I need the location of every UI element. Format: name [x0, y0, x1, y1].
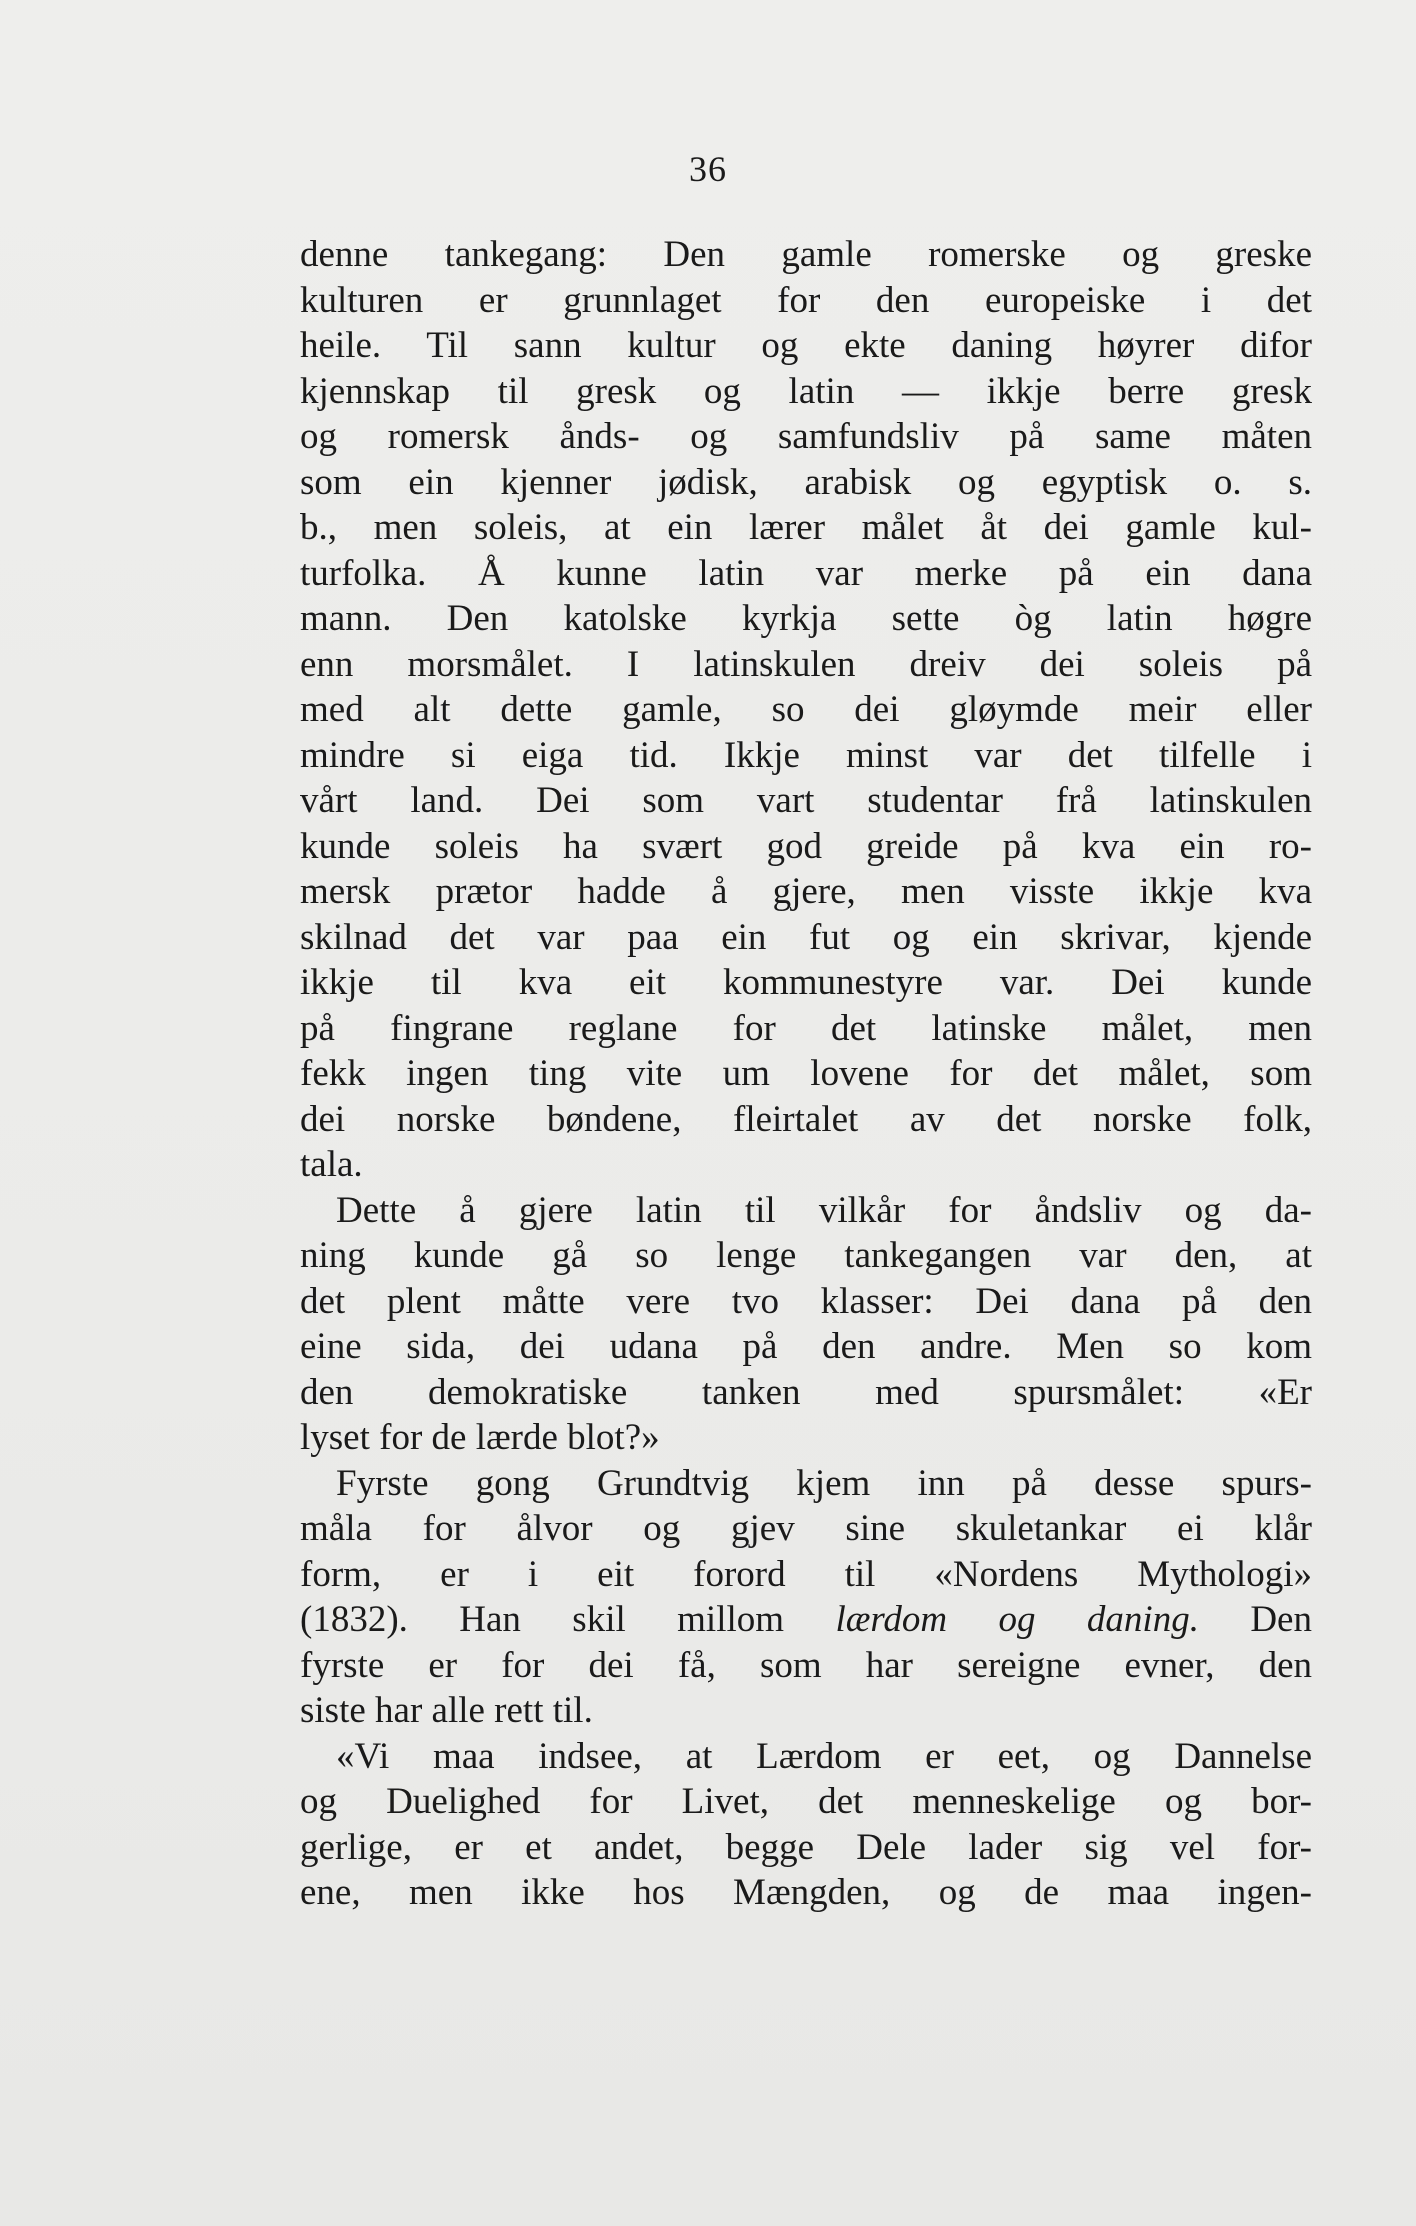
text-line: måla for ålvor og gjev sine skuletankar ei klår [300, 1508, 1312, 1549]
text-line: og romersk ånds- og samfundsliv på same måten [300, 416, 1312, 457]
text-line: ikkje til kva eit kommunestyre var. Dei kunde [300, 962, 1312, 1003]
text-line: fekk ingen ting vite um lovene for det målet, som [300, 1053, 1312, 1094]
text-line: fyrste er for dei få, som har sereigne evner, den [300, 1644, 1312, 1686]
text-line: mann. Den katolske kyrkja sette òg latin høgre [300, 598, 1312, 639]
text-line: som ein kjenner jødisk, arabisk og egyptisk o. s. [300, 461, 1312, 503]
text-line: skilnad det var paa ein fut og ein skrivar, kjende [300, 916, 1312, 958]
text-line: og Duelighed for Livet, det menneskelige og bor- [300, 1781, 1312, 1822]
text-line: ene, men ikke hos Mængden, og de maa ingen- [300, 1872, 1312, 1913]
text-span: Den [1198, 1599, 1312, 1640]
text-line: heile. Til sann kultur og ekte daning høyrer difor [300, 325, 1312, 366]
text-line: på fingrane reglane for det latinske målet, men [300, 1007, 1312, 1049]
text-line: turfolka. Å kunne latin var merke på ein dana [300, 552, 1312, 594]
text-line: kulturen er grunnlaget for den europeiske i det [300, 279, 1312, 321]
text-line: den demokratiske tanken med spursmålet: «Er [300, 1371, 1312, 1413]
text-line: kunde soleis ha svært god greide på kva ein ro- [300, 825, 1312, 867]
text-span: (1832). Han skil millom [300, 1599, 836, 1640]
text-line [300, 1597, 1312, 1643]
text-line: lyset for de lærde blot?» [300, 1417, 660, 1458]
text-line: dei norske bøndene, fleirtalet av det norske folk, [300, 1098, 1312, 1140]
text-line: ning kunde gå so lenge tankegangen var den, at [300, 1235, 1312, 1276]
text-line: tala. [300, 1144, 363, 1185]
text-line: vårt land. Dei som vart studentar frå latinskulen [300, 780, 1312, 821]
page-number: 36 [689, 149, 727, 189]
text-line: eine sida, dei udana på den andre. Men so kom [300, 1326, 1312, 1367]
text-line: Dette å gjere latin til vilkår for åndsliv og da- [336, 1189, 1312, 1231]
text-line: denne tankegang: Den gamle romerske og greske [300, 234, 1312, 275]
text-line: b., men soleis, at ein lærer målet åt dei gamle kul- [300, 507, 1312, 548]
text-line: gerlige, er et andet, begge Dele lader sig vel for- [300, 1826, 1312, 1868]
text-line: siste har alle rett til. [300, 1690, 593, 1731]
text-line: kjennskap til gresk og latin — ikkje berre gresk [300, 370, 1312, 412]
text-line: Fyrste gong Grundtvig kjem inn på desse spurs- [336, 1462, 1312, 1504]
body-text [300, 232, 1312, 1916]
emphasized-text: lærdom og daning. [835, 1599, 1199, 1640]
text-line: «Vi maa indsee, at Lærdom er eet, og Dannelse [336, 1735, 1312, 1777]
text-line: med alt dette gamle, so dei gløymde meir eller [300, 689, 1312, 730]
text-line: det plent måtte vere tvo klasser: Dei dana på den [300, 1280, 1312, 1322]
text-line: form, er i eit forord til «Nordens Mythologi» [300, 1553, 1312, 1595]
text-line: mindre si eiga tid. Ikkje minst var det tilfelle i [300, 734, 1312, 776]
text-line: mersk prætor hadde å gjere, men visste ikkje kva [300, 871, 1312, 912]
text-line: enn morsmålet. I latinskulen dreiv dei soleis på [300, 643, 1312, 685]
